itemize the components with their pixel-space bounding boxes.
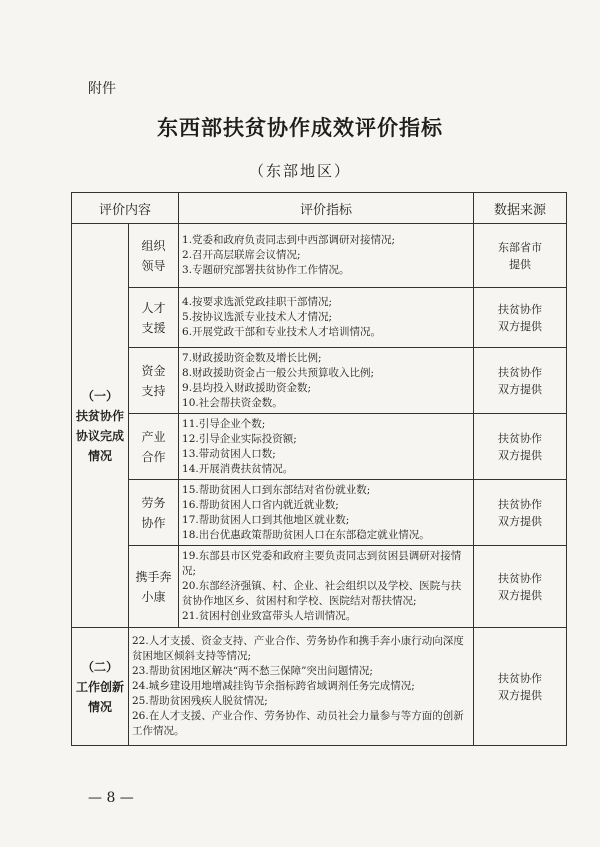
table-row [72,348,567,414]
group-name: 劳务 协作 [129,480,179,546]
evaluation-table [71,192,567,746]
data-source: 扶贫协作 双方提供 [474,348,567,414]
header-content: 评价内容 [72,193,179,224]
data-source: 东部省市 提供 [474,224,567,288]
group-name: 携手奔 小康 [129,546,179,628]
header-indicator: 评价指标 [179,193,474,224]
table-row [72,480,567,546]
data-source: 扶贫协作 双方提供 [474,288,567,348]
document-subtitle: （东部地区） [248,162,351,180]
table-header-row [72,193,567,224]
group-name: 组织 领导 [129,224,179,288]
group-name: 资金 支持 [129,348,179,414]
data-source: 扶贫协作 双方提供 [474,414,567,480]
category-label: （二） 工作创新 情况 [72,628,129,746]
group-items: 7.财政援助资金数及增长比例; 8.财政援助资金占一般公共预算收入比例; 9.县均投入财政援助资金数; 10.社会帮扶资金数。 [179,348,474,414]
header-source: 数据来源 [474,193,567,224]
document-title: 东西部扶贫协作成效评价指标 [157,115,443,140]
group-items: 15.帮助贫困人口到东部结对省份就业数; 16.帮助贫困人口省内就近就业数; 17.帮助贫困人口到其他地区就业数; 18.出台优惠政策帮助贫困人口在东部稳定就业情况。 [179,480,474,546]
attachment-label: 附件 [88,81,116,97]
group-items: 11.引导企业个数; 12.引导企业实际投资额; 13.带动贫困人口数; 14.开展消费扶贫情况。 [179,414,474,480]
category-label: （一） 扶贫协作 协议完成 情况 [72,224,129,628]
table-row [72,628,567,746]
data-source: 扶贫协作 双方提供 [474,546,567,628]
category-items: 22.人才支援、资金支持、产业合作、劳务协作和携手奔小康行动向深度贫困地区倾斜支持等情况; 23.帮助贫困地区解决“两不愁三保障”突出问题情况; 24.城乡建设用地增减挂钩节余指标跨省域调剂任务完成情况; 25.帮助贫困残疾人脱贫情况; 26.在人才支援、产业合作、劳务协作、动员社会力量参与等方面的创新工作情况。 [129,628,474,746]
table-row [72,224,567,288]
table-row [72,414,567,480]
table-row [72,288,567,348]
group-name: 人才 支援 [129,288,179,348]
group-items: 4.按要求选派党政挂职干部情况; 5.按协议选派专业技术人才情况; 6.开展党政干部和专业技术人才培训情况。 [179,288,474,348]
data-source: 扶贫协作 双方提供 [474,628,567,746]
group-items: 19.东部县市区党委和政府主要负责同志到贫困县调研对接情况; 20.东部经济强镇、村、企业、社会组织以及学校、医院与扶贫协作地区乡、贫困村和学校、医院结对帮扶情况; 21.贫困村创业致富带头人培训情况。 [179,546,474,628]
group-items: 1.党委和政府负责同志到中西部调研对接情况; 2.召开高层联席会议情况; 3.专题研究部署扶贫协作工作情况。 [179,224,474,288]
group-name: 产业 合作 [129,414,179,480]
data-source: 扶贫协作 双方提供 [474,480,567,546]
table-row [72,546,567,628]
page-number: — 8 — [88,790,134,806]
